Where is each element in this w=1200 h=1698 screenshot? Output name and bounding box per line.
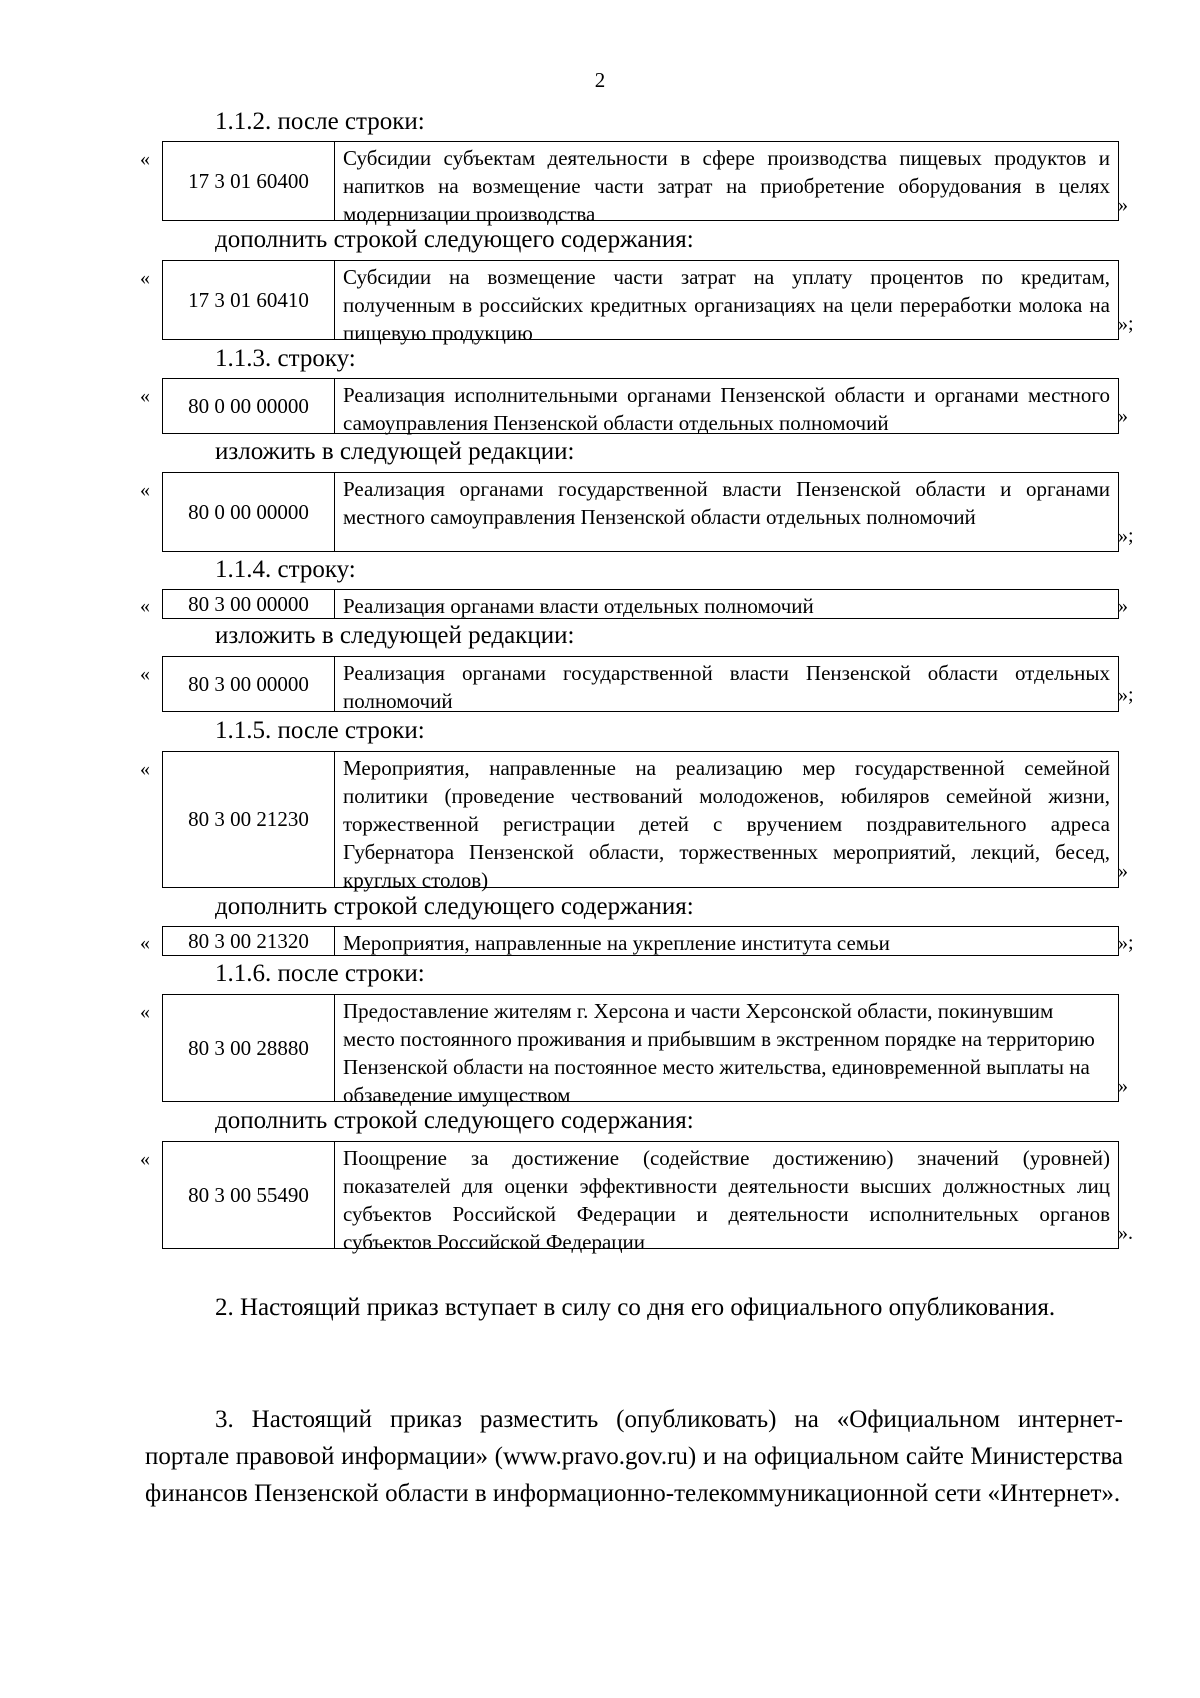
row-text: Реализация исполнительными органами Пензенской области и органами местного самоуправления Пензенской области отдельных полномочий <box>343 383 1110 435</box>
row-text: Субсидии на возмещение части затрат на уплату процентов по кредитам, полученным в российских кредитных организациях на цели переработки молока на пищевую продукцию <box>343 265 1110 345</box>
table-row-new <box>162 656 1119 712</box>
row-text: Предоставление жителям г. Херсона и части Херсонской области, покинувшим место постоянного проживания и прибывшим в экстренном порядке на территорию Пензенской области на постоянное место жительства, единовременной выплаты на обзаведение имуществом <box>343 999 1095 1107</box>
row-text: Мероприятия, направленные на укрепление института семьи <box>343 931 890 955</box>
open-quote: « <box>140 758 150 780</box>
section-heading: 1.1.2. после строки: <box>215 108 425 135</box>
row-text: Поощрение за достижение (содействие достижению) значений (уровней) показателей для оценки эффективности деятельности высших должностных лиц субъектов Российской Федерации и деятельности исполнительных органов субъектов Российской Федерации <box>343 1146 1110 1254</box>
close-quote: » <box>1118 194 1128 216</box>
close-quote: »; <box>1118 313 1134 335</box>
row-code: 80 3 00 28880 <box>163 995 335 1101</box>
open-quote: « <box>140 267 150 289</box>
paragraph-3 <box>145 1401 1123 1512</box>
row-code: 17 3 01 60410 <box>163 261 335 339</box>
open-quote: « <box>140 479 150 501</box>
table-row-new <box>162 926 1119 956</box>
paragraph-text: 2. Настоящий приказ вступает в силу со дня его официального опубликования. <box>215 1294 1056 1321</box>
open-quote: « <box>140 1001 150 1023</box>
table-row-new <box>162 260 1119 345</box>
open-quote: « <box>140 663 150 685</box>
open-quote: « <box>140 385 150 407</box>
row-text: Субсидии субъектам деятельности в сфере производства пищевых продуктов и напитков на возмещение части затрат на приобретение оборудования в целях модернизации производства <box>343 146 1110 226</box>
close-quote: »; <box>1118 525 1134 547</box>
close-quote: » <box>1118 1075 1128 1097</box>
row-code: 80 3 00 21230 <box>163 752 335 887</box>
open-quote: « <box>140 148 150 170</box>
row-text: Реализация органами государственной власти Пензенской области и органами местного самоуправления Пензенской области отдельных полномочий <box>343 477 1110 529</box>
row-code: 80 3 00 55490 <box>163 1142 335 1248</box>
section-action: изложить в следующей редакции: <box>215 438 575 465</box>
close-quote: » <box>1118 595 1128 617</box>
page-number: 2 <box>594 68 606 92</box>
row-text: Мероприятия, направленные на реализацию мер государственной семейной политики (проведение чествований молодоженов, юбиляров семейной жизни, торжественной регистрации детей с вручением поздравительного адреса Губернатора Пензенской области, торжественных мероприятий, лекций, бесед, круглых столов) <box>343 756 1110 892</box>
close-quote: » <box>1118 860 1128 882</box>
row-text: Реализация органами власти отдельных полномочий <box>343 594 814 618</box>
section-action: дополнить строкой следующего содержания: <box>215 226 694 253</box>
open-quote: « <box>140 932 150 954</box>
row-code: 80 0 00 00000 <box>163 379 335 433</box>
table-row-old <box>162 589 1119 619</box>
row-code: 17 3 01 60400 <box>163 142 335 220</box>
open-quote: « <box>140 1148 150 1170</box>
row-code: 80 0 00 00000 <box>163 473 335 551</box>
row-text: Реализация органами государственной власти Пензенской области отдельных полномочий <box>343 661 1110 713</box>
close-quote: » <box>1118 405 1128 427</box>
row-code: 80 3 00 00000 <box>163 590 335 618</box>
section-action: дополнить строкой следующего содержания: <box>215 1107 694 1134</box>
section-action: изложить в следующей редакции: <box>215 622 575 649</box>
paragraph-text: 3. Настоящий приказ разместить (опубликовать) на «Официальном интернет-портале правовой информации» (www.pravo.gov.ru) и на официальном сайте Министерства финансов Пензенской области в информационно-телекоммуникационной сети «Интернет». <box>145 1406 1123 1507</box>
table-row-old <box>162 994 1119 1107</box>
close-quote: »; <box>1118 684 1134 706</box>
table-row-old <box>162 378 1119 434</box>
close-quote: »; <box>1118 932 1134 954</box>
section-heading: 1.1.5. после строки: <box>215 717 425 744</box>
table-row-old <box>162 751 1119 892</box>
section-heading: 1.1.4. строку: <box>215 556 356 583</box>
row-code: 80 3 00 21320 <box>163 927 335 955</box>
close-quote: ». <box>1118 1222 1133 1244</box>
table-row-new <box>162 472 1119 552</box>
paragraph-2 <box>145 1289 1123 1326</box>
section-action: дополнить строкой следующего содержания: <box>215 893 694 920</box>
row-code: 80 3 00 00000 <box>163 657 335 711</box>
table-row-new <box>162 1141 1119 1254</box>
table-row-old <box>162 141 1119 226</box>
section-heading: 1.1.3. строку: <box>215 345 356 372</box>
open-quote: « <box>140 595 150 617</box>
section-heading: 1.1.6. после строки: <box>215 960 425 987</box>
